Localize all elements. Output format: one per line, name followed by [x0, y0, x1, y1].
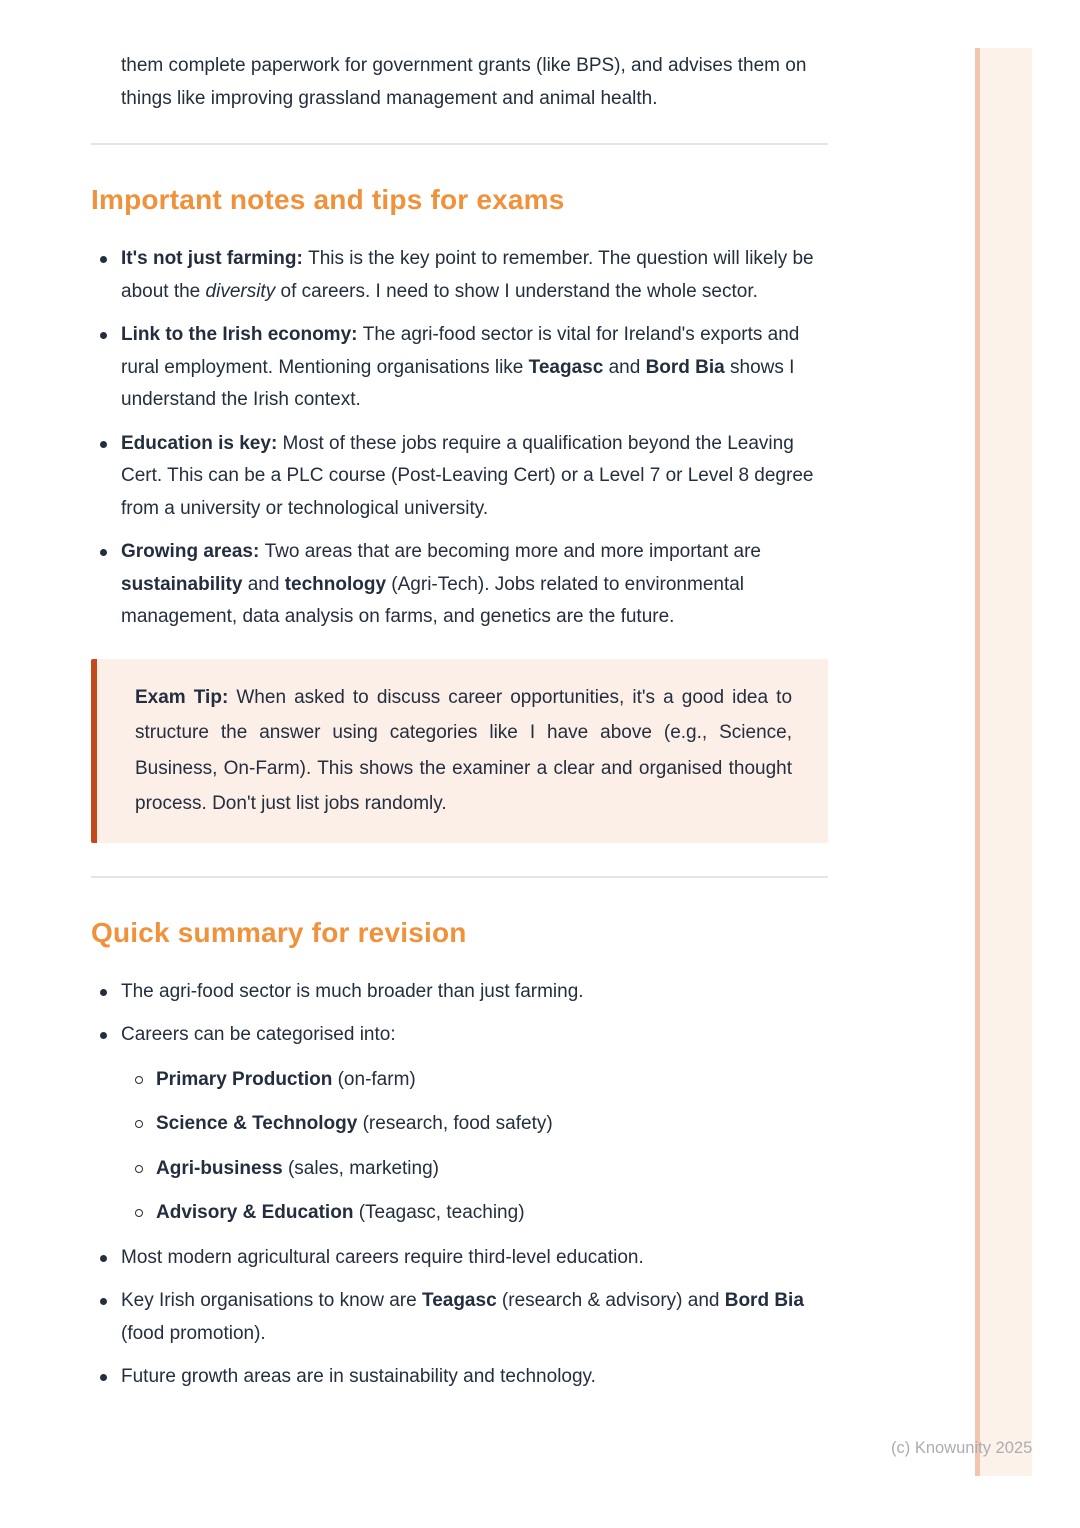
bullet-text: Science & Technology (research, food safety) [156, 1113, 553, 1134]
summary-bullet-future-growth [91, 1361, 828, 1394]
bullet-text: Careers can be categorised into: [121, 1024, 396, 1045]
exam-tip-callout [91, 659, 828, 843]
bullet-text: The agri-food sector is much broader than just farming. [121, 980, 584, 1002]
bullet-text: It's not just farming: This is the key point to remember. The question will likely be about the diversity of careers. I need to show I understand the whole sector. [121, 248, 814, 302]
footer-credit: (c) Knowunity 2025 [891, 1439, 1033, 1457]
notes-bullet-irish-economy [91, 319, 828, 417]
notes-bullet-growing-areas [91, 536, 828, 634]
category-science-technology [121, 1108, 828, 1141]
summary-bullet-categories [91, 1019, 828, 1230]
notes-bullet-list [91, 243, 828, 634]
content-column [91, 0, 828, 1405]
category-advisory-education [121, 1197, 828, 1230]
category-agri-business [121, 1153, 828, 1186]
category-primary-production [121, 1064, 828, 1097]
intro-continuation-paragraph: them complete paperwork for government grants (like BPS), and advises them on things like improving grassland management and animal health. [121, 55, 807, 109]
section-divider [91, 876, 828, 878]
notes-bullet-not-just-farming [91, 243, 828, 308]
notes-bullet-education-key [91, 428, 828, 526]
bullet-text: Education is key: Most of these jobs require a qualification beyond the Leaving Cert. This can be a PLC course (Post-Leaving Cert) or a Level 7 or Level 8 degree from a university or technological university. [121, 432, 814, 519]
notes-section-title: Important notes and tips for exams [91, 184, 565, 215]
bullet-text: Agri-business (sales, marketing) [156, 1157, 439, 1179]
exam-tip-text: Exam Tip: When asked to discuss career opportunities, it's a good idea to structure the answer using categories like I have above (e.g., Science, Business, On-Farm). This shows the examiner a clear and organised thought process. Don't just list jobs randomly. [135, 686, 793, 814]
bullet-text: Future growth areas are in sustainability and technology. [121, 1366, 596, 1387]
summary-bullet-broader [91, 976, 828, 1009]
bullet-text: Link to the Irish economy: The agri-food sector is vital for Ireland's exports and rural employment. Mentioning organisations like Teagasc and Bord Bia shows I understand the Irish context. [121, 324, 800, 410]
summary-section-title: Quick summary for revision [91, 916, 467, 948]
summary-bullet-third-level [91, 1242, 828, 1275]
bullet-text: Advisory & Education (Teagasc, teaching) [156, 1202, 525, 1223]
bullet-text: Key Irish organisations to know are Teagasc (research & advisory) and Bord Bia (food promotion). [121, 1290, 804, 1344]
summary-bullet-organisations [91, 1285, 828, 1350]
career-categories-sublist [121, 1064, 828, 1230]
summary-bullet-list [91, 976, 828, 1394]
bullet-text: Primary Production (on-farm) [156, 1068, 416, 1090]
decorative-side-stripe [975, 48, 1032, 1476]
bullet-text: Growing areas: Two areas that are becoming more and more important are sustainability and technology (Agri-Tech). Jobs related to environmental management, data analysis on farms, and genetics are the future. [121, 541, 761, 627]
bullet-text: Most modern agricultural careers require third-level education. [121, 1246, 644, 1268]
section-divider [91, 143, 828, 145]
